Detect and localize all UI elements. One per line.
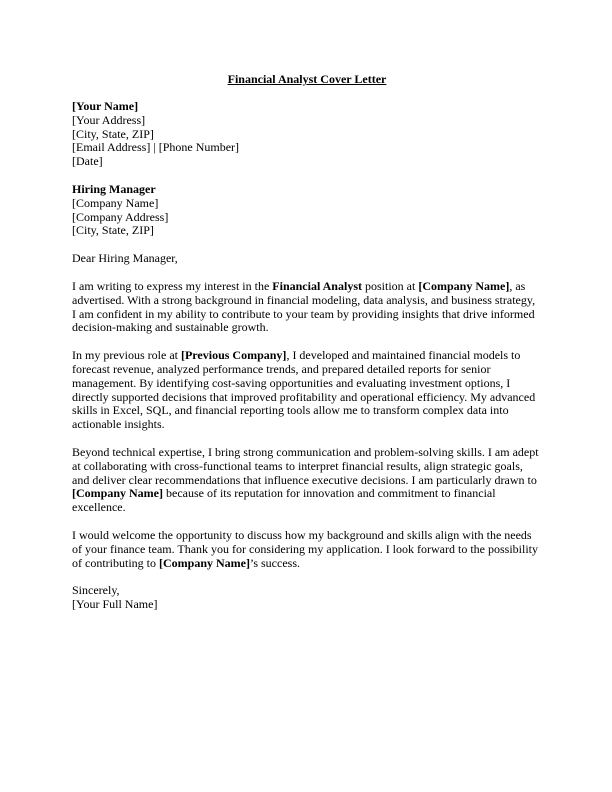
emphasized-text: [Company Name] [418,278,510,293]
text-run: , as [509,278,526,293]
text-run: In my previous role at [72,348,181,363]
sender-date: [Date] [72,154,103,169]
paragraph-line [72,391,542,405]
text-run: of contributing to [72,555,159,570]
closing-block [72,584,542,612]
recipient-title: Hiring Manager [72,181,156,196]
paragraph-line [72,363,542,377]
text-run: decision-making and sustainable growth. [72,320,269,335]
paragraph-line [72,280,542,294]
body-paragraph [72,529,542,570]
letter-page [72,72,542,626]
text-run: management. By identifying cost-saving opportunities and evaluating investment options, I [72,375,511,390]
recipient-block [72,183,542,238]
text-run: of your finance team. Thank you for considering my application. I look forward to the possibility [72,541,539,556]
paragraph-line [72,418,542,432]
recipient-city-state-zip: [City, State, ZIP] [72,223,154,238]
text-run: actionable insights. [72,417,165,432]
body-paragraph [72,446,542,515]
paragraph-line [72,460,542,474]
paragraph-line [72,529,542,543]
body-paragraph [72,349,542,432]
text-run: I would welcome the opportunity to discuss how my background and skills align with the needs [72,527,532,542]
paragraph-line [72,377,542,391]
sender-name: [Your Name] [72,99,139,113]
recipient-address: [Company Address] [72,209,169,224]
signature-name: [Your Full Name] [72,597,158,612]
paragraph-line [72,349,542,363]
paragraph-line [72,446,542,460]
sender-address: [Your Address] [72,112,146,127]
sender-block [72,100,542,169]
text-run: because of its reputation for innovation and commitment to financial [163,486,496,501]
text-run: , I developed and maintained financial models to [286,348,521,363]
text-run: forecast revenue, analyzed performance trends, and prepared detailed reports for senior [72,361,491,376]
paragraph-line [72,543,542,557]
emphasized-text: [Previous Company] [180,348,287,363]
salutation: Dear Hiring Manager, [72,251,178,266]
text-run: I am writing to express my interest in the [72,278,273,293]
text-run: skills in Excel, SQL, and financial reporting tools allow me to transform complex data into [72,403,509,418]
paragraph-line [72,557,542,571]
document-title: Financial Analyst Cover Letter [227,72,387,86]
text-run: position at [361,278,419,293]
text-run: directly supported decisions that improved profitability and operational efficiency. My advanced [72,389,536,404]
text-run: I am confident in my ability to contribute to your team by providing insights that drive informed [72,306,535,321]
text-run: excellence. [72,500,126,515]
sender-city-state-zip: [City, State, ZIP] [72,126,154,141]
emphasized-text: Financial Analyst [272,278,362,293]
valediction: Sincerely, [72,583,120,598]
paragraph-line [72,474,542,488]
text-run: advertised. With a strong background in financial modeling, data analysis, and business strategy, [72,292,536,307]
letter-body [72,280,542,570]
emphasized-text: [Company Name] [159,555,250,570]
paragraph-line [72,308,542,322]
text-run: and deliver clear recommendations that influence executive decisions. I am particularly drawn to [72,472,537,487]
paragraph-line [72,487,542,501]
paragraph-line [72,404,542,418]
emphasized-text: [Company Name] [72,486,163,501]
body-paragraph [72,280,542,335]
text-run: ’s success. [250,555,300,570]
text-run: Beyond technical expertise, I bring strong communication and problem-solving skills. I am adept [72,444,539,459]
paragraph-line [72,501,542,515]
paragraph-line [72,321,542,335]
paragraph-line [72,294,542,308]
sender-contact: [Email Address] | [Phone Number] [72,140,240,155]
recipient-company: [Company Name] [72,195,159,210]
text-run: at collaborating with cross-functional teams to interpret financial results, align strategic goals, [72,458,523,473]
